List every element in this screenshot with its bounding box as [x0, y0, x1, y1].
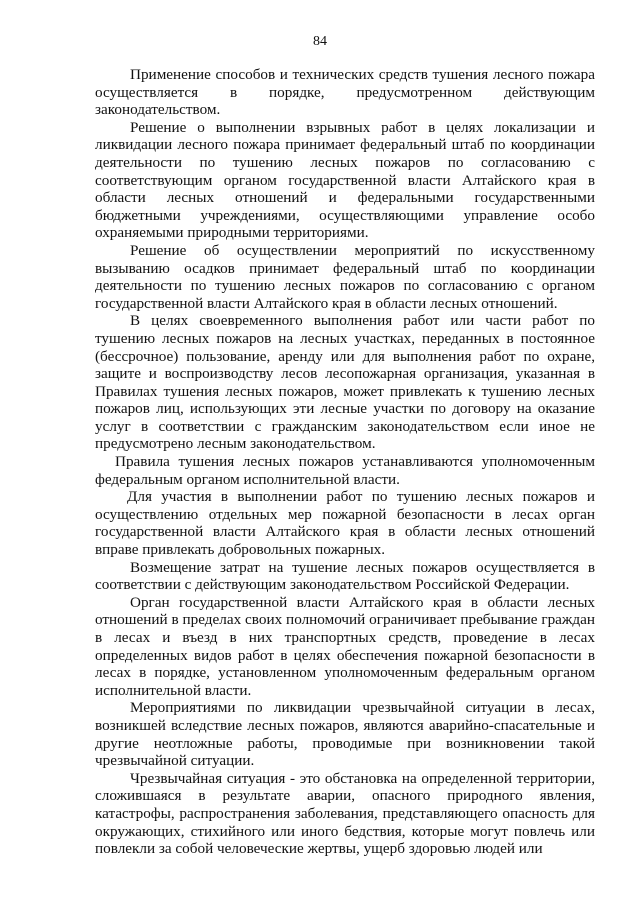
paragraph: Орган государственной власти Алтайского края в области лесных отношений в пределах своих полномочий ограничивает пребывание граждан в лесах и въезд в них транспортных средств, проведение в лесах определенных видов работ в целях обеспечения пожарной безопасности в лесах в порядке, установленном уполномоченным федеральным органом исполнительной власти. — [95, 593, 595, 699]
paragraph: Возмещение затрат на тушение лесных пожаров осуществляется в соответствии с действующим законодательством Российской Федерации. — [95, 558, 595, 594]
page-number: 84 — [313, 34, 327, 49]
paragraph: Мероприятиями по ликвидации чрезвычайной ситуации в лесах, возникшей вследствие лесных пожаров, являются аварийно-спасательные и другие неотложные работы, проводимые при возникновении такой чрезвычайной ситуации. — [95, 699, 595, 770]
paragraph: Правила тушения лесных пожаров устанавливаются уполномоченным федеральным органом исполнительной власти. — [95, 453, 595, 488]
paragraph: Применение способов и технических средств тушения лесного пожара осуществляется в порядке, предусмотренном действующим законодательством. — [95, 66, 595, 119]
paragraph: Для участия в выполнении работ по тушению лесных пожаров и осуществлению отдельных мер пожарной безопасности в лесах орган государственной власти Алтайского края в области лесных отношений вправе привлекать добровольных пожарных. — [95, 488, 595, 559]
paragraph: Чрезвычайная ситуация - это обстановка на определенной территории, сложившаяся в результате аварии, опасного природного явления, катастрофы, распространения заболевания, представляющего опасность для окружающих, стихийного или иного бедствия, которые могут повлечь или повлекли за собой человеческие жертвы, ущерб здоровью людей или — [95, 769, 595, 858]
document-body — [95, 66, 595, 858]
paragraph: Решение об осуществлении мероприятий по искусственному вызыванию осадков принимает федеральный штаб по координации деятельности по тушению лесных пожаров по согласованию с органом государственной власти Алтайского края в области лесных отношений. — [95, 241, 595, 312]
paragraph: Решение о выполнении взрывных работ в целях локализации и ликвидации лесного пожара принимает федеральный штаб по координации деятельности по тушению лесных пожаров по согласованию с соответствующим органом государственной власти Алтайского края в области лесных отношений и федеральными государственными бюджетными учреждениями, осуществляющими управление особо охраняемыми природными территориями. — [95, 118, 595, 242]
paragraph: В целях своевременного выполнения работ или части работ по тушению лесных пожаров на лесных участках, переданных в постоянное (бессрочное) пользование, аренду или для выполнения работ по охране, защите и воспроизводству лесов лесопожарная организация, указанная в Правилах тушения лесных пожаров, может привлекать к тушению лесных пожаров лиц, использующих эти лесные участки по договору на оказание услуг в соответствии с гражданским законодательством если иное не предусмотрено лесным законодательством. — [95, 312, 595, 453]
